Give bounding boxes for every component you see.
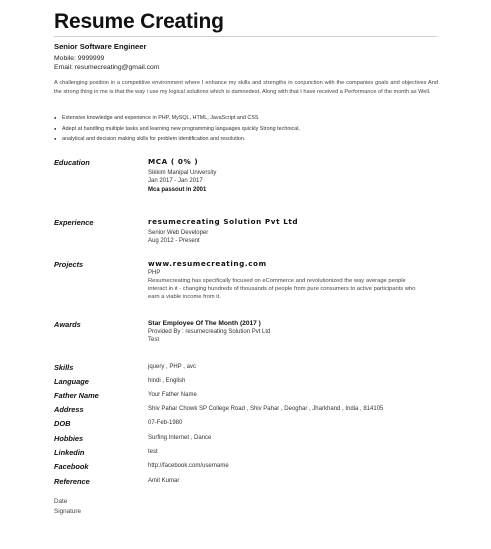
father-name-value: Your Father Name <box>148 392 197 398</box>
language-value: hindi , English <box>148 378 186 384</box>
reference-label: Reference <box>54 477 90 486</box>
experience-section <box>148 217 438 246</box>
skills-value: jquery , PHP , avc <box>148 364 196 370</box>
project-name: www.resumecreating.com <box>148 259 267 268</box>
projects-label: Projects <box>54 260 84 269</box>
language-label: Language <box>54 377 89 386</box>
email-address: Email: resumecreating@gmail.com <box>54 64 160 71</box>
list-item: ● analytical and decision making skills for problem identification and resolution. <box>54 134 300 145</box>
date-line: Date <box>54 498 68 505</box>
awards-section <box>148 320 438 345</box>
address-label: Address <box>54 405 84 414</box>
education-duration: Jan 2017 - Jan 2017 <box>148 178 203 185</box>
experience-label: Experience <box>54 218 94 227</box>
mobile-number: Mobile: 9999999 <box>54 55 105 62</box>
education-section <box>148 157 438 194</box>
award-note: Test <box>148 337 160 344</box>
hobbies-value: Surfing Internet , Dance <box>148 435 212 441</box>
reference-value: Amit Kumar <box>148 478 180 484</box>
awards-label: Awards <box>54 320 81 329</box>
projects-section <box>148 259 438 302</box>
education-note: Mca passout in 2001 <box>148 186 207 193</box>
facebook-value: http://facebook.com/username <box>148 463 229 469</box>
linkedin-label: Linkedin <box>54 448 85 457</box>
title-divider <box>54 36 437 37</box>
job-title: Senior Software Engineer <box>54 42 147 51</box>
list-item: ● Adept at handling multiple tasks and learning new programming languages quickly Strong technical, <box>54 124 300 135</box>
dob-value: 07-Feb-1980 <box>148 420 183 426</box>
key-skills-list <box>54 113 300 145</box>
hobbies-label: Hobbies <box>54 434 84 443</box>
signature-line: Signature <box>54 508 81 515</box>
award-title: Star Employee Of The Month (2017 ) <box>148 320 261 327</box>
project-description: Resumecreating has specifically focused on eCommerce and revolutionized the way average people interact in it - changing hundreds of thousands of people from pure consumers to active participants who earn a viable income from it. <box>148 278 416 301</box>
linkedin-value: test <box>148 449 158 455</box>
resume-title: Resume Creating <box>54 10 224 33</box>
skills-label: Skills <box>54 363 74 372</box>
career-summary: A challenging position in a competitive environment where I enhance my skills and strengths in conjunction with the companies goals and objectives And the strong thing in me is that the way i use my logical solutions which is damnedest. Along with that I have received a Performance of the month as Well. <box>54 80 438 95</box>
list-item: ● Extensive knowledge and experience in PHP, MySQL, HTML, JavaScript and CSS <box>54 113 300 124</box>
experience-duration: Aug 2012 - Present <box>148 238 200 245</box>
facebook-label: Facebook <box>54 462 89 471</box>
father-name-label: Father Name <box>54 391 99 400</box>
award-provider: Provided By : resumecreating Solution Pvt Ltd <box>148 329 271 335</box>
education-label: Education <box>54 158 90 167</box>
address-value: Shiv Pahar Chowk SP College Road , Shiv Pahar , Deoghar , Jharkhand , India , 814105 <box>148 406 384 412</box>
experience-role: Senior Web Developer <box>148 230 209 236</box>
education-degree: MCA ( 0% ) <box>148 157 199 166</box>
dob-label: DOB <box>54 419 71 428</box>
experience-company: resumecreating Solution Pvt Ltd <box>148 217 299 226</box>
education-university: Sikkim Manipal University <box>148 170 217 176</box>
project-tech: PHP <box>148 270 161 276</box>
